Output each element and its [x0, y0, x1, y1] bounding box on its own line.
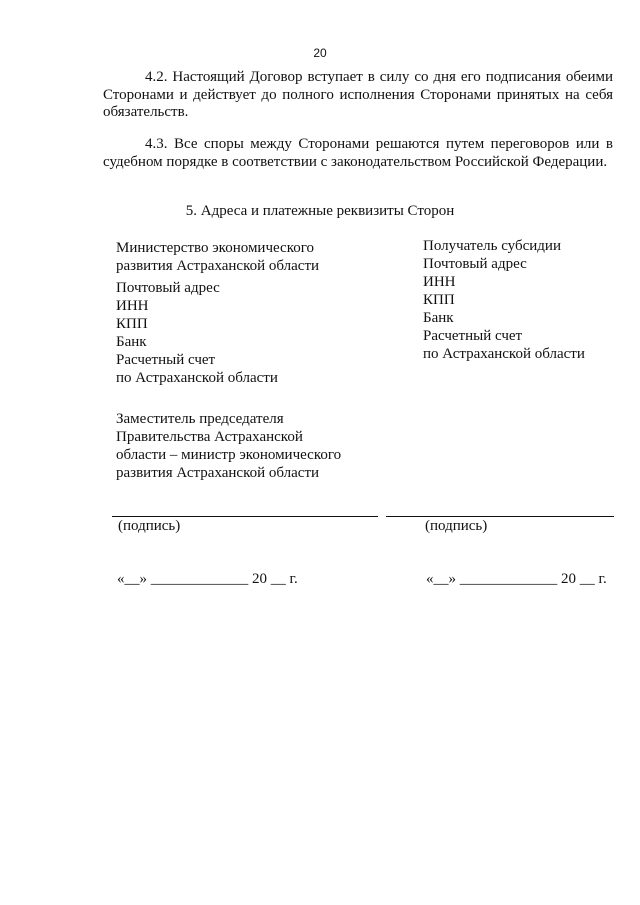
- left-party-name-line1: Министерство экономического: [116, 240, 314, 256]
- right-bank: Банк: [423, 310, 454, 326]
- signatory-line4: развития Астраханской области: [116, 465, 320, 481]
- right-kpp: КПП: [423, 292, 455, 308]
- signatory-title: [116, 410, 341, 482]
- signatory-line1: Заместитель председателя: [116, 411, 284, 427]
- signatory-line2: Правительства Астраханской: [116, 429, 303, 445]
- left-region: по Астраханской области: [116, 370, 278, 386]
- right-party-name: Получатель субсидии: [423, 238, 561, 254]
- right-postal-address: Почтовый адрес: [423, 256, 527, 272]
- right-account: Расчетный счет: [423, 328, 523, 344]
- right-inn: ИНН: [423, 274, 456, 290]
- left-account: Расчетный счет: [116, 352, 216, 368]
- right-party-details: [423, 237, 585, 363]
- signature-label-right: (подпись): [425, 518, 488, 534]
- date-line-left: «__» _____________ 20 __ г.: [117, 571, 298, 587]
- page-number: 20: [313, 46, 327, 60]
- signature-line-right: [386, 516, 614, 517]
- clause-4-2: 4.2. Настоящий Договор вступает в силу со дня его подписания обеими Сторонами и действует до полного исполнения Сторонами принятых на себя обязательств.: [103, 69, 613, 120]
- left-party-name-line2: развития Астраханской области: [116, 258, 320, 274]
- signatory-line3: области – министр экономического: [116, 447, 342, 463]
- section-title: 5. Адреса и платежные реквизиты Сторон: [185, 203, 455, 219]
- left-inn: ИНН: [116, 298, 149, 314]
- signature-label-left: (подпись): [118, 518, 181, 534]
- signature-line-left: [112, 516, 378, 517]
- right-region: по Астраханской области: [423, 346, 585, 362]
- clause-4-3: 4.3. Все споры между Сторонами решаются путем переговоров или в судебном порядке в соответствии с законодательством Российской Федерации.: [103, 136, 613, 170]
- left-bank: Банк: [116, 334, 147, 350]
- date-line-right: «__» _____________ 20 __ г.: [426, 571, 607, 587]
- left-postal-address: Почтовый адрес: [116, 280, 220, 296]
- left-kpp: КПП: [116, 316, 148, 332]
- left-party-details: [116, 239, 319, 387]
